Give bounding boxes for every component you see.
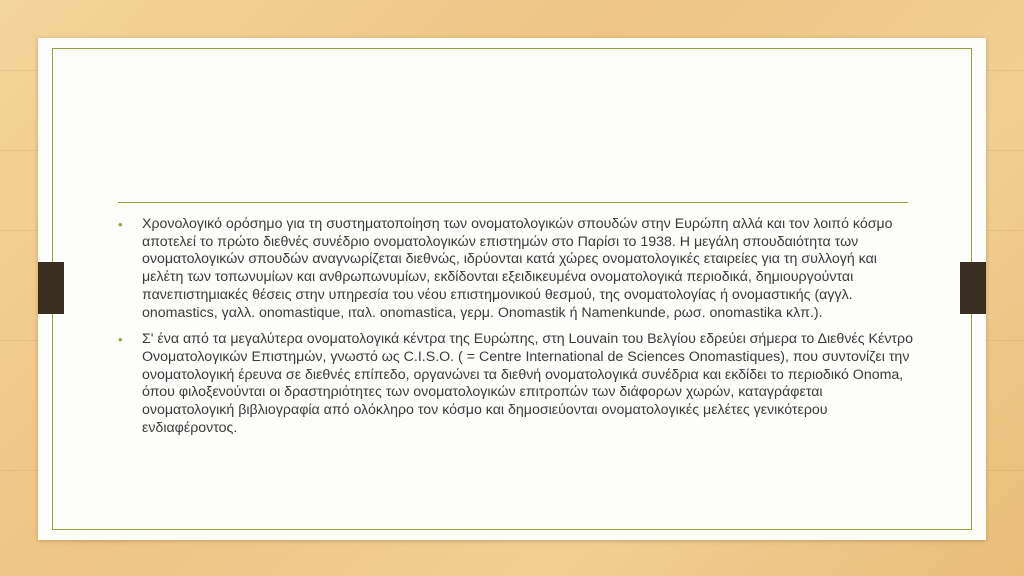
- bullet-item: [118, 216, 918, 322]
- left-edge-tab: [38, 262, 64, 314]
- bullet-text: Σ' ένα από τα μεγαλύτερα ονοματολογικά κέντρα της Ευρώπης, στη Louvain του Βελγίου εδρεύει σήμερα το Διεθνές Κέντρο Ονοματολογικών Επιστημών, γνωστό ως C.I.S.O. ( = Centre International de Sciences Onomastiques), που συντονίζει την ονοματολογική έρευνα σε διεθνές επίπεδο, οργανώνει τα διεθνή ονοματολογικά συνέδρια και εκδίδει το περιοδικό Onoma, όπου φιλοξενούνται οι δραστηριότητες των ονοματολογικών επιτροπών των διάφορων χωρών, καταγράφεται ονοματολογική βιβλιογραφία από ολόκληρο τον κόσμο και δημοσιεύονται ονοματολογικές μελέτες γενικότερου ενδιαφέροντος.: [142, 331, 913, 436]
- bullet-icon: •: [118, 332, 123, 348]
- slide-canvas: [38, 38, 986, 540]
- slide-content: [118, 216, 918, 446]
- title-divider: [118, 202, 908, 203]
- bullet-text: Χρονολογικό ορόσημο για τη συστηματοποίηση των ονοματολογικών σπουδών στην Ευρώπη αλλά και τον λοιπό κόσμο αποτελεί το πρώτο διεθνές συνέδριο ονοματολογικών επιστημών στο Παρίσι το 1938. Η μεγάλη σπουδαιότητα των ονοματολογικών σπουδών αναγνωρίζεται διεθνώς, ιδρύονται κατά χώρες ονοματολογικές εταιρείες για τη συλλογή και μελέτη των τοπωνυμίων και ανθρωπωνυμίων, εκδίδονται εξειδικευμένα ονοματολογικά περιοδικά, δημιουργούνται πανεπιστημιακές θέσεις στην υπηρεσία του νέου επιστημονικού θεσμού, της ονοματολογίας ή ονομαστικής (αγγλ. onomastics, γαλλ. onomastique, ιταλ. onomastica, γερμ. Onomastik ή Namenkunde, ρωσ. onomastika κλπ.).: [142, 216, 893, 321]
- bullet-icon: •: [118, 217, 123, 232]
- right-edge-tab: [960, 262, 986, 314]
- bullet-item: [118, 331, 918, 437]
